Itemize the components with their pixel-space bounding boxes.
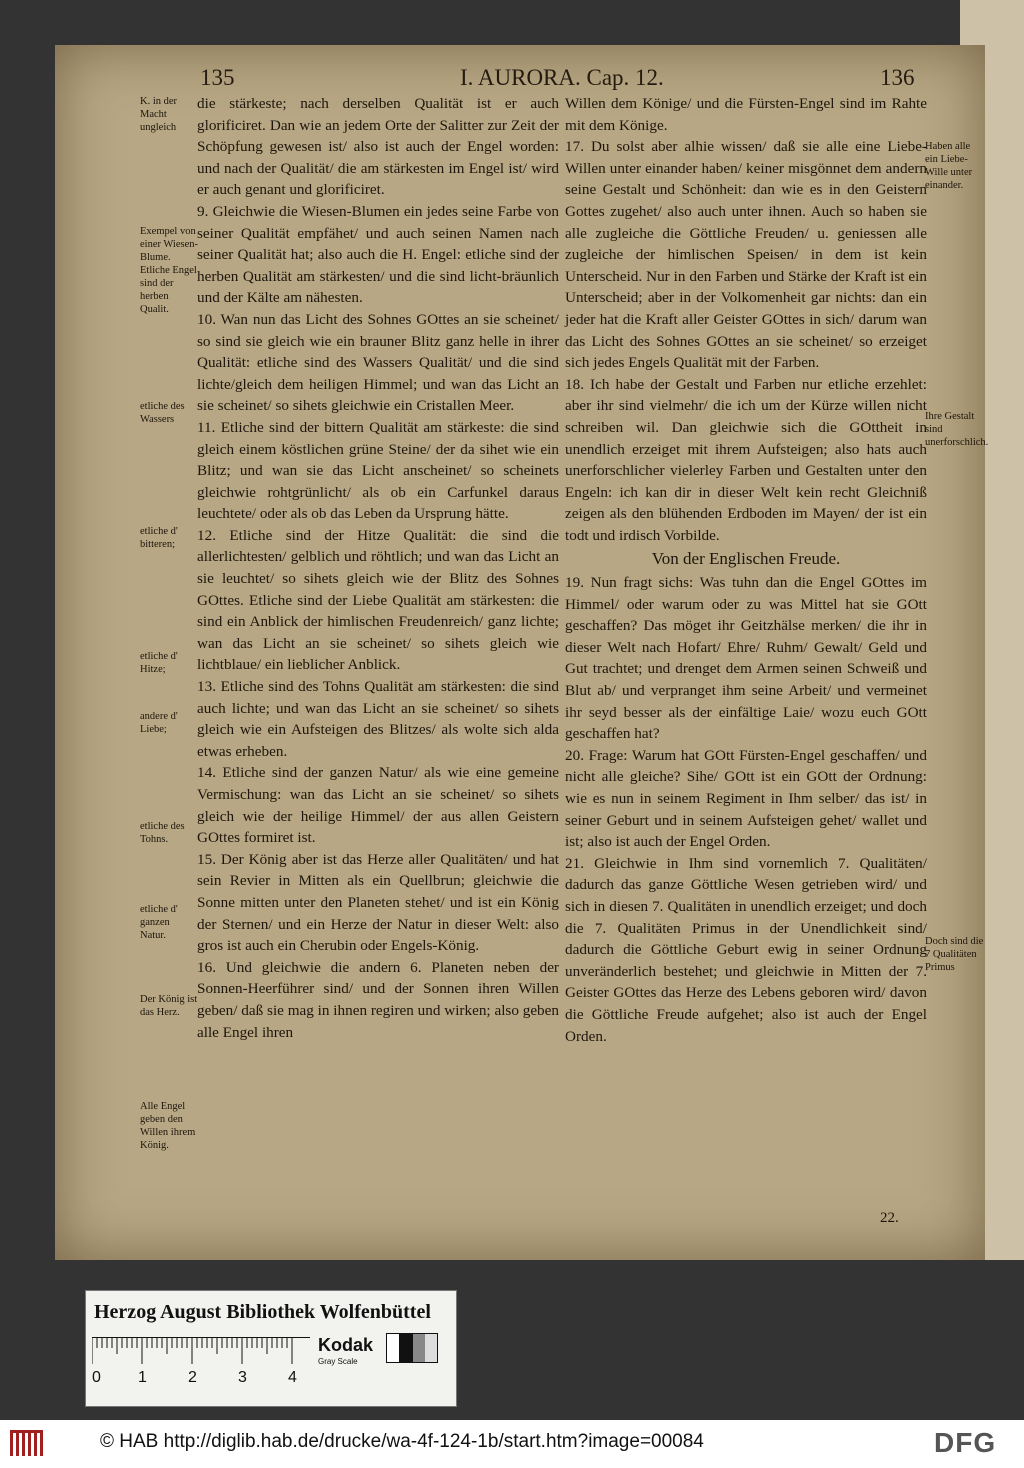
right-text-column <box>565 93 927 1047</box>
ruler <box>92 1337 310 1368</box>
right-margin-note: Doch sind die 7 Qualitäten Primus <box>925 936 984 973</box>
paragraph: 10. Wan nun das Licht des Sohnes GOttes an sie scheinet/ so sind sie gleich wie ein brauner Blitz ganz helle in ihrer Qualität: etliche sind des Wassers Qualität/ und die sind lichte/gleich dem heiligen Himmel; und wan das Licht an sie scheinet/ so sihets gleichwie ein Cristallen Meer. <box>197 310 559 415</box>
margin-note: Alle Engel geben den Willen ihrem König. <box>140 1101 196 1151</box>
footer-bar <box>0 1420 1024 1468</box>
paragraph: 12. Etliche sind der Hitze Qualität: die sind die allerlichtesten/ gelblich und röhtlich; und wan das Licht an sie leuchtet/ so sihets gleich wie der Blitz des Sohnes GOttes. Etliche sind der Liebe Qualität am stärkesten: die sind ein Anblick der himlischen Freudenreich/ ganz lichte; wan das Licht an sie scheinet/ so sihets gleich wie lichtblaue/ ein lieblicher Anblick. <box>197 526 559 674</box>
left-text-column <box>197 93 559 1043</box>
margin-note: etliche des Wassers <box>140 401 185 425</box>
gray-scale-swatches <box>386 1333 438 1363</box>
margin-note: Exempel von einer Wiesen-Blume. Etliche Engel sind der herben Qualit. <box>140 226 198 315</box>
section-heading: Von der Englischen Freude. <box>651 549 841 569</box>
page-number-right: 136 <box>880 65 915 90</box>
ruler-number: 2 <box>188 1369 197 1386</box>
library-color-card <box>85 1290 457 1407</box>
ruler-ticks <box>92 1338 310 1368</box>
right-margin-note: Haben alle ein Liebe-Wille unter einander. <box>925 141 973 191</box>
margin-note: etliche d' Hitze; <box>140 651 178 675</box>
paragraph: 13. Etliche sind des Tohns Qualität am stärkesten: die sind auch lichte; und wan das Licht an sie scheinet/ so sihets gleich wie ein Aufsteigen des Blitzes/ als wolte sich alda etwas erheben. <box>197 678 559 760</box>
page-number-left: 135 <box>200 65 235 90</box>
paragraph: 18. Ich habe der Gestalt und Farben nur etliche erzehlet: aber ihr sind vielmehr/ die ich um der Kürze willen nicht schreiben wil. Dan gleichwie sich die GOttheit in unendlich erzeiget mit ihrem Aufsteigen; also hats auch unerforschlicher vielerley Farben und Gestalten unter den Engeln: ich kan dir in dieser Welt kein recht Gleichniß zeigen als den blühenden Erdboden im Mayen/ der ist ein todt und irdisch Vorbilde. <box>565 375 927 544</box>
ruler-number: 4 <box>288 1369 297 1386</box>
page-header <box>55 65 985 95</box>
dfg-logo: DFG <box>934 1427 997 1458</box>
right-margin-note: Ihre Gestalt sind unerforschlich. <box>925 411 989 448</box>
swatch-light <box>425 1334 437 1362</box>
running-title: I. AURORA. Cap. 12. <box>460 65 664 90</box>
paragraph: Willen dem Könige/ und die Fürsten-Engel sind im Rahte mit dem Könige. <box>565 95 927 134</box>
margin-note: etliche des Tohns. <box>140 821 185 845</box>
catchword: 22. <box>880 1210 899 1226</box>
ruler-number: 1 <box>138 1369 147 1386</box>
library-title: Herzog August Bibliothek Wolfenbüttel <box>94 1301 431 1323</box>
paragraph: 16. Und gleichwie die andern 6. Planeten neben der Sonnen-Heerführer sind/ und der Sonnen ihren Willen geben/ daß sie mag in ihnen regiren und wirken; also geben alle Engel ihren <box>197 958 559 1041</box>
gray-scale-label: Gray Scale <box>318 1357 358 1366</box>
paragraph: 15. Der König aber ist das Herze aller Qualitäten/ und hat sein Revier in Mitten als ein Quellbrun; gleichwie die Sonne mitten unter den Planeten stehet/ und ist ein König der Sternen/ und ein Herze der Natur in dieser Welt: also gros ist auch ein Cherubin oder Engels-König. <box>197 850 559 955</box>
swatch-white <box>387 1334 399 1362</box>
paragraph: 21. Gleichwie in Ihm sind vornemlich 7. Qualitäten/ dadurch das ganze Göttliche Wesen getrieben wird/ und sich in diesen 7. Qualitäten in unendlich erzeiget; und doch die 7. Qualitäten Primus in der Unendlichkeit sind/ dadurch die Göttliche Geburt ewig in seiner Ordnung unveränderlich bestehet; und gleichwie in Mitten der 7. Geister GOttes das Herze des Lebens geboren wird/ davon die Göttliche Freude aufgehet; also ist auch der Engel Orden. <box>565 854 927 1045</box>
paragraph: 9. Gleichwie die Wiesen-Blumen ein jedes seine Farbe von seiner Qualität empfähet/ und auch seinen Namen nach seiner Qualität hat; also auch die H. Engel: etliche sind der herben Qualität am stärkesten/ und die sind licht-bräunlich und der Kälte am nähesten. <box>197 202 559 307</box>
hab-logo-icon <box>8 1428 48 1460</box>
ruler-number: 0 <box>92 1369 101 1386</box>
margin-note: etliche d' bitteren; <box>140 526 178 550</box>
book-page <box>55 45 989 1260</box>
margin-note: etliche d' ganzen Natur. <box>140 904 178 941</box>
paragraph: 20. Frage: Warum hat GOtt Fürsten-Engel geschaffen/ und nicht alle gleiche? Sihe/ GOtt ist ein GOtt der Ordnung: wie es nun in seinem Regiment in Ihm selber/ das ist/ in seiner Geburt und in seinem Aufsteigen gehet/ wallet und ist; also ist auch der Engel Orden. <box>565 746 927 851</box>
margin-note: andere d' Liebe; <box>140 711 178 735</box>
margin-note: K. in der Macht ungleich <box>140 96 178 133</box>
swatch-black <box>399 1334 413 1362</box>
kodak-brand: Kodak <box>318 1335 374 1355</box>
paragraph: 19. Nun fragt sichs: Was tuhn dan die Engel GOttes im Himmel/ oder warum oder zu was Mittel hat sie GOtt geschaffen? Das möget ihr Geitzhälse merken/ die ihr in dieser Welt nach Hofart/ Ehre/ Ruhm/ Gewalt/ Geld und Gut trachtet; und drenget dem Armen seinen Schweiß und Blut ab/ und verpranget ihm seine Arbeit/ und vermeinet ihr seyd besser als der einfältige Laie/ wozu euch GOtt geschaffen hat? <box>565 574 927 743</box>
ruler-number: 3 <box>238 1369 247 1386</box>
paragraph: 14. Etliche sind der ganzen Natur/ als wie eine gemeine Vermischung: wan das Licht an sie scheinet/ so sihets gleich wie der heilige Himmel/ der aus allen Geistern GOttes formiret ist. <box>197 764 559 847</box>
paragraph: 11. Etliche sind der bittern Qualität am stärkeste: die sind gleich einem köstlichen grüne Steine/ der da sihet wie ein Blitz; und wan sie das Licht anscheinet/ so scheinets gleichwie rohtgrünlicht/ als ob ein Carfunkel daraus leuchtete/ oder als ob das Leben da Ursprung hätte. <box>197 418 559 523</box>
margin-note: Der König ist das Herz. <box>140 994 198 1018</box>
paragraph: 17. Du solst aber alhie wissen/ daß sie alle eine Liebe-Willen unter einander haben/ keiner misgönnet dem andern seine Gestalt und Schönheit: dan wie es in den Geistern Gottes zugehet/ also auch unter ihnen. Auch so haben sie alle zugleiche die Göttliche Freuden/ u. geniessen alle zugleiche der himlischen Speisen/ in dem ist kein Unterscheid. Nur in den Farben und Stärke der Kraft ist ein Unterscheid; aber in der Volkomenheit gar nichts: dan ein jeder hat die Kraft aller Geister GOttes in sich/ darum wan das Licht des Sohnes GOttes an sie scheinet/ so erzeiget sich jedes Engels Qualität mit der Farben. <box>565 138 927 372</box>
source-url-link[interactable]: © HAB http://diglib.hab.de/drucke/wa-4f-124-1b/start.htm?image=00084 <box>100 1431 704 1452</box>
paragraph: die stärkeste; nach derselben Qualität ist er auch glorificiret. Dan wie an jedem Orte der Salitter zur Zeit der Schöpfung gewesen ist/ also ist auch der Engel worden: und nach der Qualität/ die am stärkesten im Engel ist/ wird er auch genant und glorificiret. <box>197 95 559 199</box>
swatch-gray <box>413 1334 425 1362</box>
